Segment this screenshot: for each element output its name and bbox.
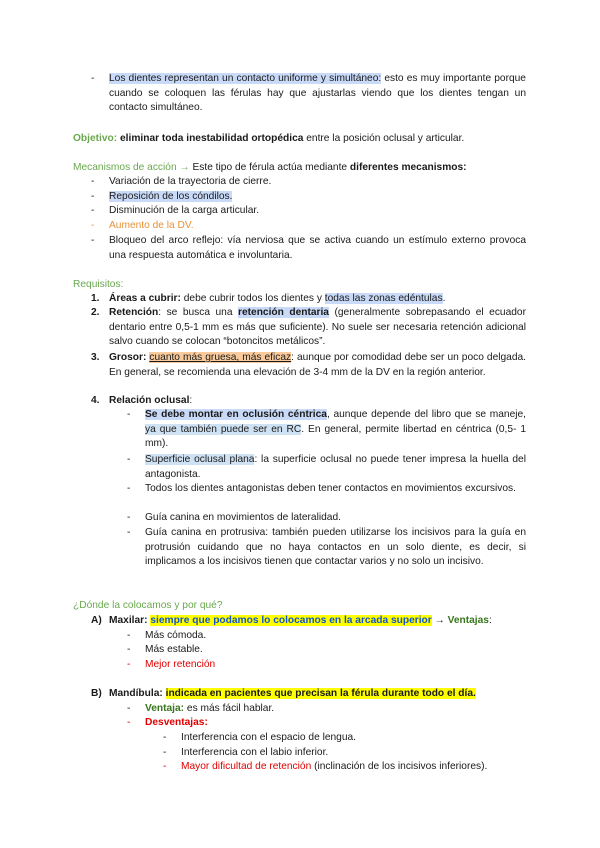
relacion-item: Se debe montar en oclusión céntrica, aunque depende del libro que se maneje, ya que también puede ser en RC. En general, permite libertad en céntrica (0,5- 1 mm). xyxy=(145,409,527,450)
ventaja-item: Más estable. xyxy=(145,644,203,655)
ventaja-item: Más cómoda. xyxy=(145,630,207,641)
bullet-dash: - xyxy=(163,761,167,772)
bullet-dash: - xyxy=(127,483,131,494)
relacion-item: Todos los dientes antagonistas deben tener contactos en movimientos excursivos. xyxy=(145,483,516,494)
requisito-1: Áreas a cubrir: debe cubrir todos los dientes y todas las zonas edéntulas. xyxy=(109,293,446,304)
list-number: 1. xyxy=(91,293,100,304)
bullet-dash: - xyxy=(91,73,95,84)
desventajas-label: Desventajas: xyxy=(145,717,208,728)
requisitos-label: Requisitos: xyxy=(73,279,124,290)
desventaja-item: Interferencia con el espacio de lengua. xyxy=(181,732,357,743)
bullet-dash: - xyxy=(127,527,131,538)
list-number: 2. xyxy=(91,307,100,318)
objetivo-text: entre la posición oclusal y articular. xyxy=(303,133,465,144)
intro-text: esto es muy importante porque cuando se coloquen las férulas hay que ajustarlas viendo que los dientes tengan un contacto simultáneo. xyxy=(109,73,526,114)
requisito-3: Grosor: cuanto más gruesa, más eficaz: aunque por comodidad debe ser un poco delgada. En general, se recomienda una elevación de 3-4 mm de la DV en la región anterior. xyxy=(109,352,526,378)
list-letter: A) xyxy=(91,615,102,626)
list-letter: B) xyxy=(91,688,102,699)
donde-label: ¿Dónde la colocamos y por qué? xyxy=(73,600,223,611)
intro-paragraph xyxy=(109,72,526,116)
desventaja-item: Interferencia con el labio inferior. xyxy=(181,747,329,758)
bullet-dash: - xyxy=(91,235,95,246)
ventaja-item: Mejor retención xyxy=(145,659,216,670)
bullet-dash: - xyxy=(127,512,131,523)
bullet-dash: - xyxy=(127,630,131,641)
mandibula-line: Mandíbula: indicada en pacientes que precisan la férula durante todo el día. xyxy=(109,688,476,699)
maxilar-line: Maxilar: siempre que podamos lo colocamos en la arcada superior → Ventajas: xyxy=(109,615,492,626)
relacion-item: Guía canina en movimientos de lateralidad. xyxy=(145,512,341,523)
objetivo-bold: eliminar toda inestabilidad ortopédica xyxy=(120,133,304,144)
bullet-dash: - xyxy=(127,644,131,655)
mecanismos-heading xyxy=(73,161,533,176)
requisito-4: Relación oclusal: xyxy=(109,395,193,406)
list-number: 3. xyxy=(91,352,100,363)
bullet-dash: - xyxy=(91,205,95,216)
relacion-item: Guía canina en protrusiva: también pueden utilizarse los incisivos para la guía en protrusión cuidando que no haya contactos en un solo diente, es decir, si implicamos a los incisivos tienen que contactar varios y no solo un incisivo. xyxy=(145,527,526,568)
mecanismo-item: Disminución de la carga articular. xyxy=(109,205,260,216)
bullet-dash: - xyxy=(91,176,95,187)
relacion-item: Superficie oclusal plana: la superficie oclusal no puede tener impresa la huella del antagonista. xyxy=(145,454,526,480)
objetivo-paragraph xyxy=(73,132,533,147)
bullet-dash: - xyxy=(127,717,131,728)
bullet-dash: - xyxy=(91,191,95,202)
bullet-dash: - xyxy=(127,703,131,714)
objetivo-label: Objetivo: xyxy=(73,133,118,144)
mecanismos-bold: diferentes mecanismos: xyxy=(349,162,467,173)
ventaja-line: Ventaja: es más fácil hablar. xyxy=(145,703,275,714)
bullet-dash: - xyxy=(163,732,167,743)
desventaja-item: Mayor dificultad de retención (inclinación de los incisivos inferiores). xyxy=(181,761,488,772)
bullet-dash: - xyxy=(127,454,131,465)
mecanismo-item: Variación de la trayectoria de cierre. xyxy=(109,176,272,187)
bullet-dash: - xyxy=(163,747,167,758)
intro-highlight: Los dientes representan un contacto uniforme y simultáneo: xyxy=(109,73,382,84)
mecanismo-item: Reposición de los cóndilos. xyxy=(109,191,233,202)
mecanismos-text: Este tipo de férula actúa mediante xyxy=(189,162,350,173)
mecanismo-item: Aumento de la DV. xyxy=(109,220,194,231)
bullet-dash: - xyxy=(127,659,131,670)
list-number: 4. xyxy=(91,395,100,406)
mecanismo-item: Bloqueo del arco reflejo: vía nerviosa que se activa cuando un estímulo externo provoca una respuesta automática e involuntaria. xyxy=(109,235,526,261)
mecanismos-label: Mecanismos de acción → xyxy=(73,162,190,173)
bullet-dash: - xyxy=(127,409,131,420)
requisito-2: Retención: se busca una retención dentaria (generalmente sobrepasando el ecuador dentario entre 0,5-1 mm es más que suficiente). No suele ser necesaria retención adicional salvo cuando se colocan “botoncitos metálicos”. xyxy=(109,307,526,348)
bullet-dash: - xyxy=(91,220,95,231)
